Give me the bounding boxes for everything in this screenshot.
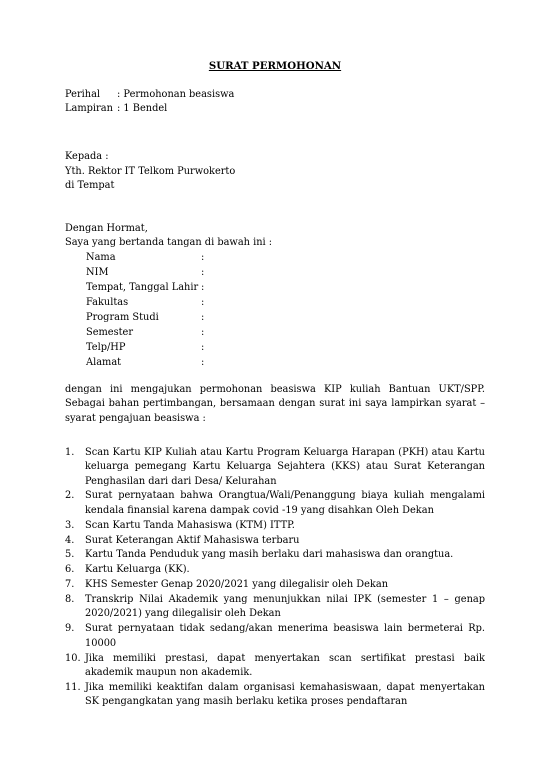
perihal-row (65, 88, 234, 102)
list-number: 6. (65, 564, 75, 576)
list-text: Kartu Tanda Penduduk yang masih berlaku dari mahasiswa dan orangtua. (85, 549, 454, 561)
list-item (65, 548, 485, 562)
list-number: 10. (65, 652, 81, 664)
recipient-label: Kepada : (65, 151, 109, 162)
field-label: Tempat, Tanggal Lahir (86, 282, 199, 293)
field-colon: : (201, 312, 205, 323)
lampiran-label: Lampiran (65, 103, 113, 114)
list-number: 1. (65, 447, 75, 458)
field-colon: : (201, 357, 205, 368)
recipient-name: Yth. Rektor IT Telkom Purwokerto (65, 166, 236, 177)
list-item (65, 563, 485, 577)
list-item (65, 593, 485, 622)
field-nim (86, 266, 204, 280)
list-text: Surat pernyataan tidak sedang/akan menerima beasiswa lain bermeterai Rp. 10000 (85, 623, 485, 649)
list-item (65, 519, 485, 533)
field-colon: : (201, 252, 205, 263)
field-colon: : (201, 327, 205, 338)
list-text: Jika memiliki prestasi, dapat menyertakan scan sertifikat prestasi baik akademik maupun non akademik. (85, 652, 485, 678)
list-text: Jika memiliki keaktifan dalam organisasi kemahasiswaan, dapat menyertakan SK pengangkatan yang masih berlaku ketika proses pendaftaran (85, 681, 485, 707)
field-colon: : (201, 342, 205, 353)
letter-title: SURAT PERMOHONAN (208, 60, 342, 72)
list-number: 4. (65, 534, 75, 546)
field-label: Semester (86, 327, 134, 338)
perihal-label: Perihal (65, 89, 101, 100)
list-text: KHS Semester Genap 2020/2021 yang dilegalisir oleh Dekan (85, 579, 389, 591)
list-text: Kartu Keluarga (KK). (85, 564, 190, 576)
perihal-value: : Permohonan beasiswa (117, 89, 235, 100)
list-text: Transkrip Nilai Akademik yang menunjukkan nilai IPK (semester 1 – genap 2020/2021) yang dilegalisir oleh Dekan (85, 594, 485, 620)
field-semester (86, 326, 204, 340)
field-label: Program Studi (86, 312, 159, 323)
body-paragraph: dengan ini mengajukan permohonan beasiswa KIP kuliah Bantuan UKT/SPP. Sebagai bahan pertimbangan, bersamaan dengan surat ini saya lampirkan syarat – syarat pengajuan beasiswa : (65, 384, 485, 424)
field-colon: : (201, 297, 205, 308)
list-item (65, 446, 485, 489)
field-prodi (86, 311, 204, 325)
greeting: Dengan Hormat, (65, 223, 148, 234)
list-number: 9. (65, 623, 75, 635)
field-label: Fakultas (86, 297, 129, 308)
list-item (65, 578, 485, 592)
list-number: 8. (65, 594, 75, 606)
field-label: NIM (86, 267, 109, 278)
list-text: Scan Kartu Tanda Mahasiswa (KTM) ITTP. (85, 519, 295, 531)
recipient-place: di Tempat (65, 180, 115, 191)
field-label: Telp/HP (86, 342, 126, 353)
lampiran-row (65, 102, 167, 116)
field-label: Alamat (86, 357, 122, 368)
list-number: 11. (65, 681, 81, 693)
list-item (65, 652, 485, 681)
list-item (65, 681, 485, 710)
field-alamat (86, 356, 204, 370)
field-label: Nama (86, 252, 116, 263)
list-text: Scan Kartu KIP Kuliah atau Kartu Program Keluarga Harapan (PKH) atau Kartu keluarga pemegang Kartu Keluarga Sejahtera (KKS) atau Surat Keterangan Penghasilan dari dari Desa/ Kelurahan (85, 447, 485, 487)
field-fakultas (86, 296, 204, 310)
list-item (65, 534, 485, 548)
list-number: 3. (65, 519, 75, 531)
field-colon: : (201, 267, 205, 278)
list-text: Surat pernyataan bahwa Orangtua/Wali/Penanggung biaya kuliah mengalami kendala finansial karena dampak covid -19 yang disahkan Oleh Dekan (85, 490, 485, 516)
field-ttl (86, 281, 204, 295)
list-item (65, 622, 485, 651)
list-item (65, 489, 485, 518)
list-number: 7. (65, 579, 75, 591)
list-text: Surat Keterangan Aktif Mahasiswa terbaru (85, 534, 300, 546)
intro-text: Saya yang bertanda tangan di bawah ini : (65, 237, 273, 248)
list-number: 2. (65, 490, 75, 502)
requirements-list (65, 446, 485, 710)
field-telp (86, 341, 204, 355)
field-nama (86, 251, 204, 265)
list-number: 5. (65, 549, 75, 561)
lampiran-value: : 1 Bendel (117, 103, 168, 114)
field-colon: : (201, 282, 205, 293)
